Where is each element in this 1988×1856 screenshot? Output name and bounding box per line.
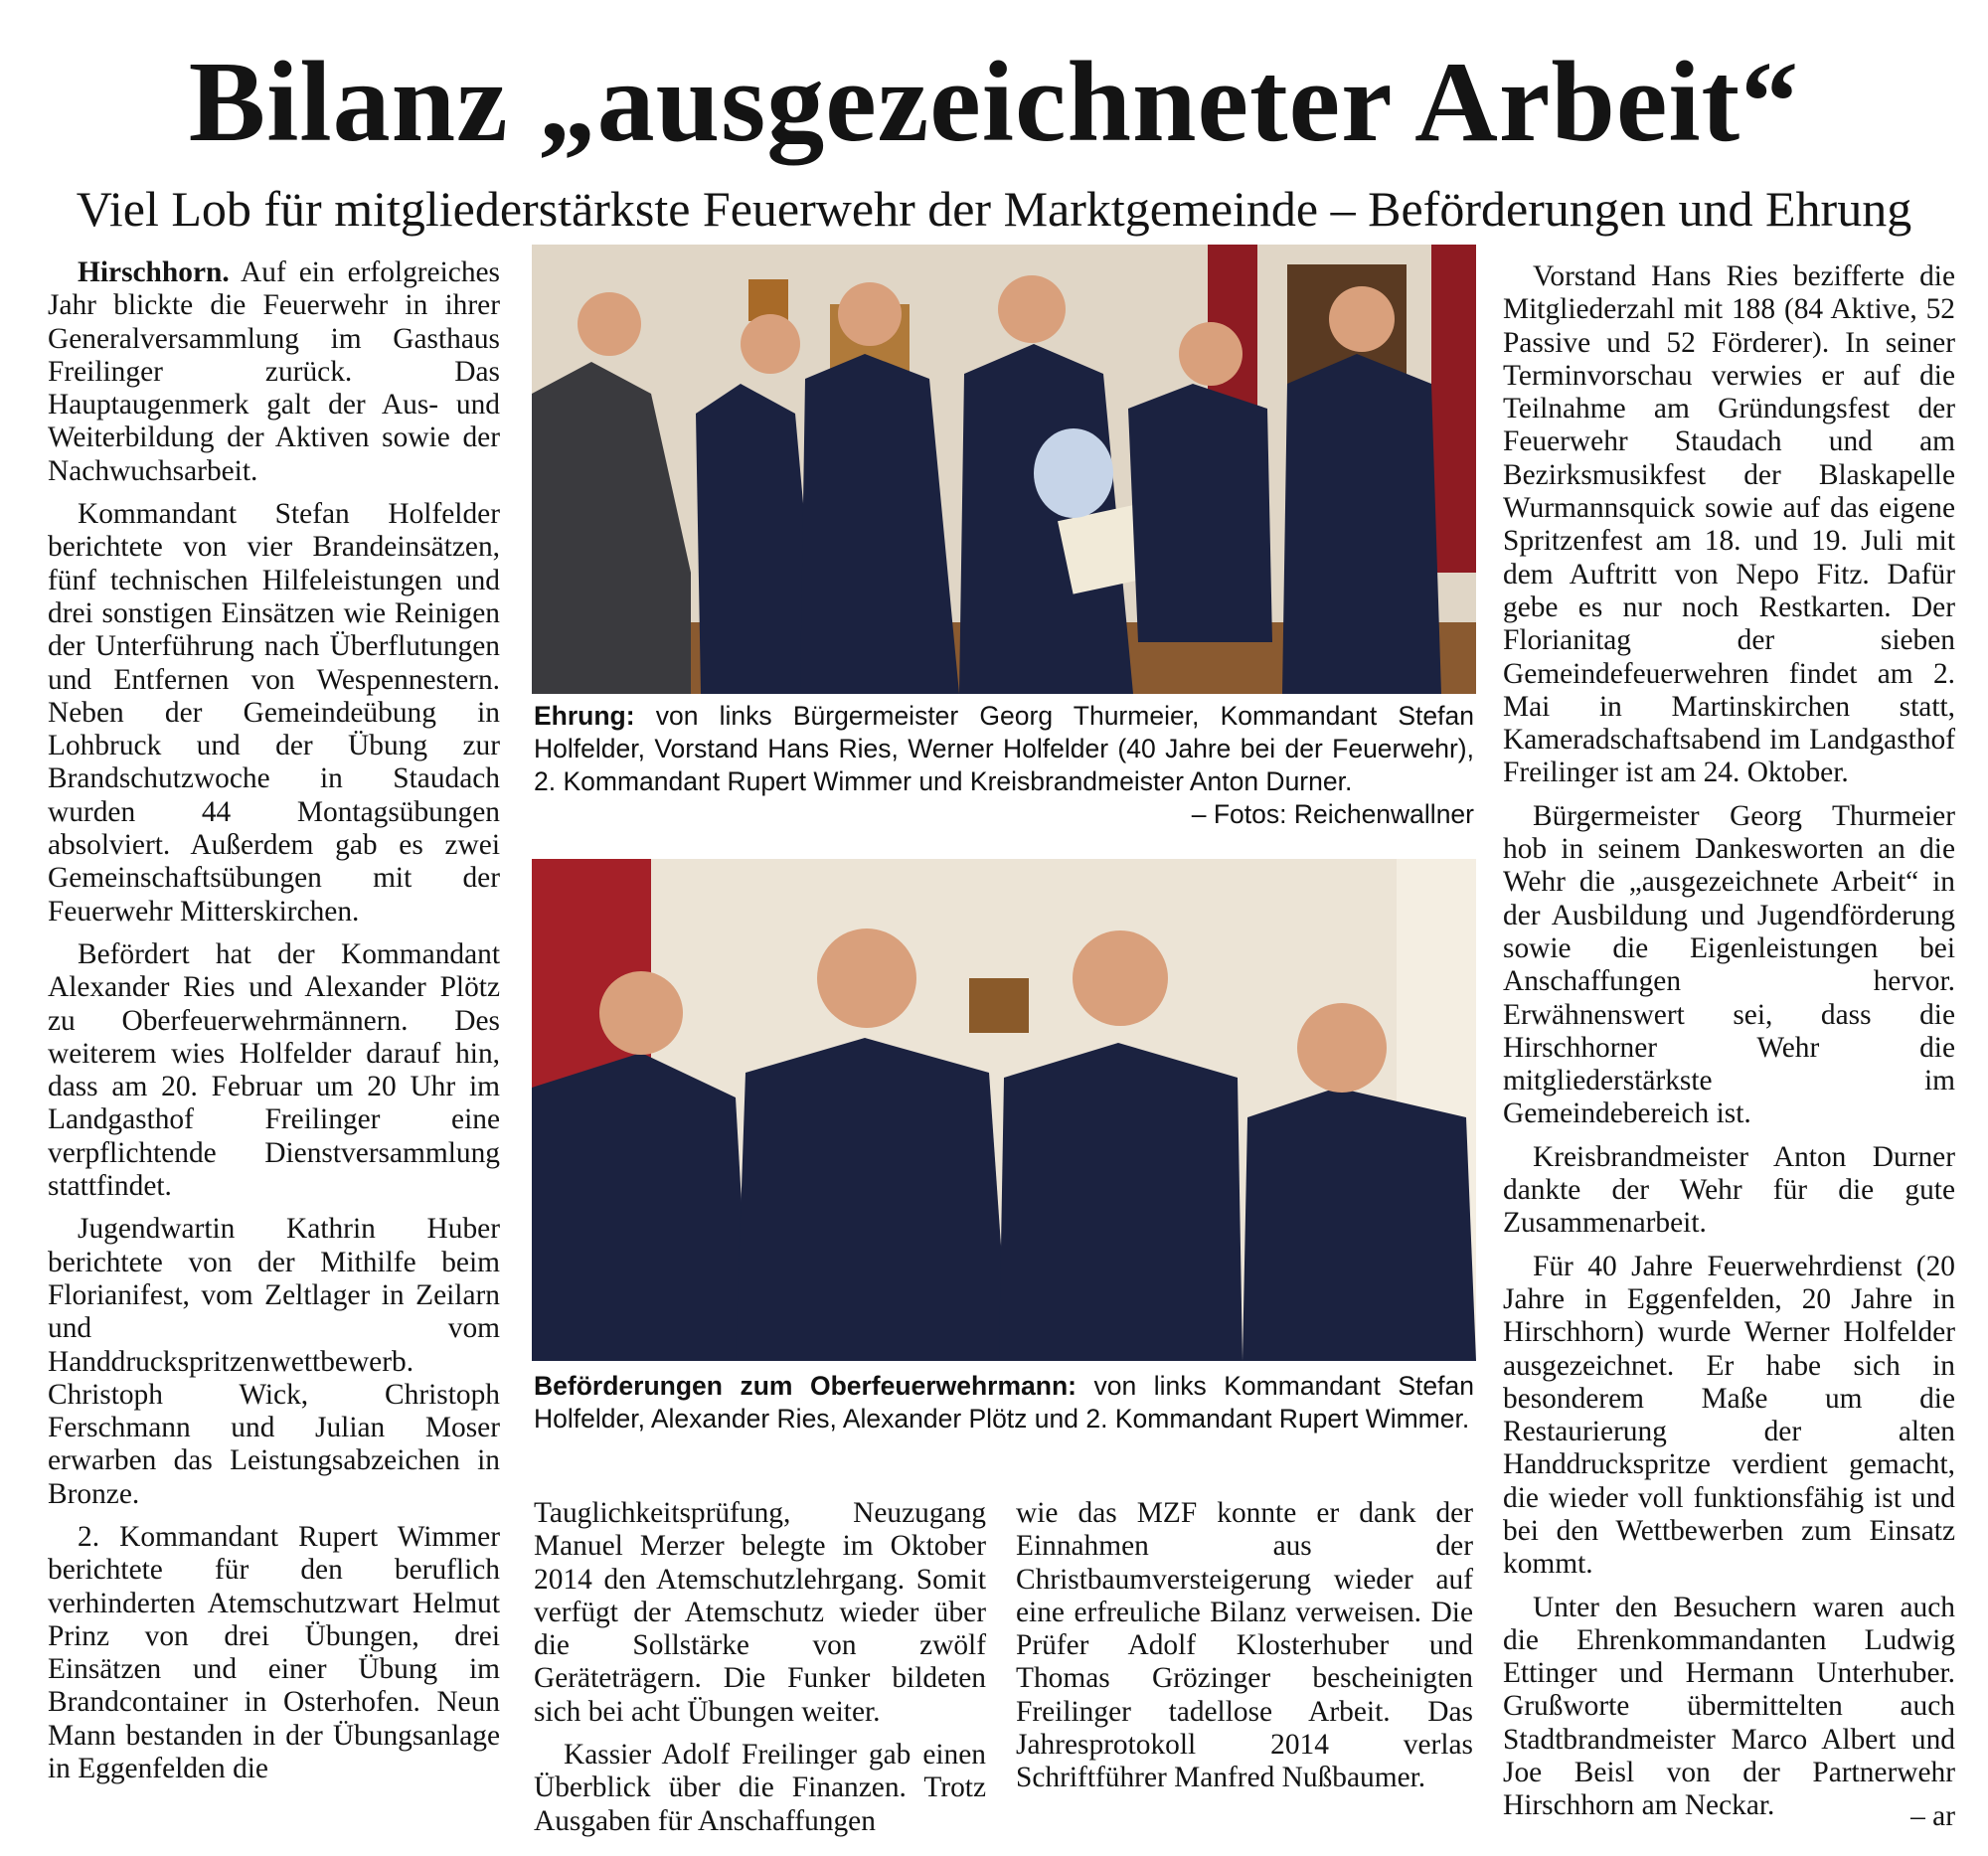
- article-column-3: [1016, 1497, 1473, 1805]
- paragraph: Jugendwartin Kathrin Huber berichtete von der Mithilfe beim Florianifest, vom Zeltlager in Zeilarn und vom Handdruckspritzenwettbewerb. Christoph Wick, Christoph Ferschmann und Julian Moser erwarben das Leistungsabzeichen in Bronze.: [48, 1213, 500, 1510]
- article-column-2: [534, 1497, 986, 1848]
- photo-ehrung-caption: [534, 700, 1474, 831]
- caption-lead: Beförderungen zum Oberfeuerwehrmann:: [534, 1371, 1077, 1401]
- subheadline: Viel Lob für mitgliederstärkste Feuerwehr der Marktgemeinde – Beförderungen und Ehrung: [76, 181, 1912, 237]
- paragraph: Unter den Besuchern waren auch die Ehrenkommandanten Ludwig Ettinger und Hermann Unterhuber. Grußworte übermittelten auch Stadtbrandmeister Marco Albert und Joe Beisl von der Partnerwehr Hirschhorn am Neckar.: [1503, 1591, 1955, 1822]
- paragraph: [48, 256, 500, 488]
- headline: Bilanz „ausgezeichneter Arbeit“: [188, 39, 1800, 166]
- dateline: Hirschhorn.: [78, 256, 230, 288]
- paragraph: Kreisbrandmeister Anton Durner dankte der Wehr für die gute Zusammenarbeit.: [1503, 1140, 1955, 1240]
- caption-text: von links Bürgermeister Georg Thurmeier, Kommandant Stefan Holfelder, Vorstand Hans Ries, Werner Holfelder (40 Jahre bei der Feuerwehr), 2. Kommandant Rupert Wimmer und Kreisbrandmeister Anton Durner.: [534, 701, 1474, 796]
- paragraph-text: Auf ein erfolgreiches Jahr blickte die Feuerwehr in ihrer Generalversammlung im Gasthaus Freilinger zurück. Das Hauptaugenmerk galt der Aus- und Weiterbildung der Aktiven sowie der Nachwuchsarbeit.: [48, 256, 500, 487]
- paragraph: Tauglichkeitsprüfung, Neuzugang Manuel Merzer belegte im Oktober 2014 den Atemschutzlehrgang. Somit verfügt der Atemschutz wieder über die Sollstärke von zwölf Geräteträgern. Die Funker bildeten sich bei acht Übungen weiter.: [534, 1497, 986, 1728]
- photo-befoerderungen-caption: [534, 1370, 1474, 1435]
- paragraph: 2. Kommandant Rupert Wimmer berichtete für den beruflich verhinderten Atemschutzwart Helmut Prinz von drei Übungen, drei Einsätzen und einer Übung im Brandcontainer in Osterhofen. Neun Mann bestanden in der Übungsanlage in Eggenfelden die: [48, 1520, 500, 1785]
- caption-lead: Ehrung:: [534, 701, 635, 731]
- photo-ehrung-illustration: [532, 245, 1476, 694]
- paragraph: wie das MZF konnte er dank der Einnahmen aus der Christbaumversteigerung wieder auf eine erfreuliche Bilanz verweisen. Die Prüfer Adolf Klosterhuber und Thomas Grözinger bescheinigten Freilinger tadellose Arbeit. Das Jahresprotokoll 2014 verlas Schriftführer Manfred Nußbaumer.: [1016, 1497, 1473, 1794]
- paragraph: Vorstand Hans Ries bezifferte die Mitgliederzahl mit 188 (84 Aktive, 52 Passive und 52 Förderer). In seiner Terminvorschau verwies er auf die Teilnahme am Gründungsfest der Feuerwehr Staudach und am Bezirksmusikfest der Blaskapelle Wurmannsquick sowie auf das eigene Spritzenfest am 18. und 19. Juli mit dem Auftritt von Nepo Fitz. Dafür gebe es nur noch Restkarten. Der Florianitag der sieben Gemeindefeuerwehren findet am 2. Mai in Martinskirchen statt, Kameradschaftsabend im Landgasthof Freilinger ist am 24. Oktober.: [1503, 260, 1955, 789]
- photo-befoerderungen: [532, 859, 1476, 1361]
- photo-ehrung: [532, 245, 1476, 694]
- author-signoff: – ar: [1910, 1799, 1955, 1832]
- paragraph: Für 40 Jahre Feuerwehrdienst (20 Jahre in Eggenfelden, 20 Jahre in Hirschhorn) wurde Werner Holfelder ausgezeichnet. Er habe sich in besonderem Maße um die Restaurierung der alten Handdruckspritze verdient gemacht, die wieder voll funktionsfähig ist und bei den Wettbewerben zum Einsatz kommt.: [1503, 1250, 1955, 1581]
- paragraph: Kassier Adolf Freilinger gab einen Überblick über die Finanzen. Trotz Ausgaben für Anschaffungen: [534, 1739, 986, 1837]
- paragraph: Bürgermeister Georg Thurmeier hob in seinem Dankesworten an die Wehr die „ausgezeichnete Arbeit“ in der Ausbildung und Jugendförderung sowie die Eigenleistungen bei Anschaffungen hervor. Erwähnenswert sei, dass die Hirschhorner Wehr die mitgliederstärkste im Gemeindebereich ist.: [1503, 799, 1955, 1130]
- paragraph: Kommandant Stefan Holfelder berichtete von vier Brandeinsätzen, fünf technischen Hilfeleistungen und drei sonstigen Einsätzen wie Reinigen der Unterführung nach Überflutungen und Entfernen von Wespennestern. Neben der Gemeindeübung in Lohbruck und der Übung zur Brandschutzwoche in Staudach wurden 44 Montagsübungen absolviert. Außerdem gab es zwei Gemeinschaftsübungen mit der Feuerwehr Mitterskirchen.: [48, 498, 500, 928]
- photo-befoerderungen-illustration: [532, 859, 1476, 1361]
- photo-credit: – Fotos: Reichenwallner: [1191, 799, 1474, 829]
- paragraph: Befördert hat der Kommandant Alexander Ries und Alexander Plötz zu Oberfeuerwehrmännern. Des weiterem wies Holfelder darauf hin, dass am 20. Februar um 20 Uhr im Landgasthof Freilinger eine verpflichtende Dienstversammlung stattfindet.: [48, 937, 500, 1203]
- article-column-1: [48, 256, 500, 1795]
- article-column-4: [1503, 260, 1955, 1833]
- caption-text: von links Kommandant Stefan Holfelder, Alexander Ries, Alexander Plötz und 2. Kommandant Rupert Wimmer.: [534, 1371, 1474, 1434]
